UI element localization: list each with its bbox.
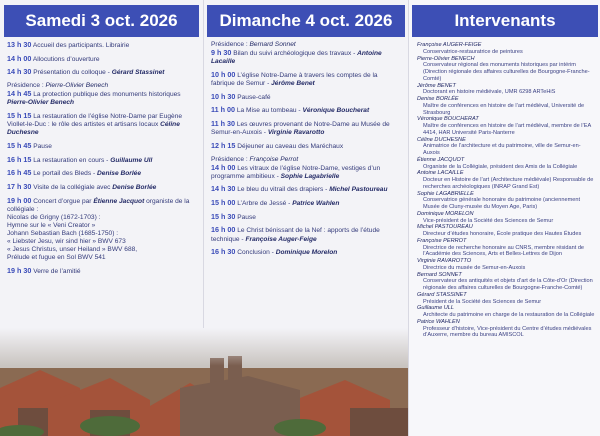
- speaker-entry: [417, 238, 595, 258]
- program-line: Prélude et fugue en Sol BWV 541: [7, 254, 106, 262]
- event-title: Les œuvres provenant de Notre-Dame au Musée de Semur-en-Auxois -: [211, 121, 390, 137]
- schedule-line: [211, 164, 403, 181]
- speaker-role: Conservateur des antiquités et objets d’art de la Côte-d’Or (Direction régionale des affaires culturelles de Bourgogne-Franche-Comté): [423, 278, 593, 291]
- event-time: 15 h 15: [7, 110, 32, 120]
- event-time: 19 h 00: [7, 195, 32, 205]
- event-time: 17 h 30: [7, 181, 32, 191]
- event-speaker: Denise Borlée: [97, 170, 141, 178]
- schedule-line: [7, 41, 198, 50]
- speaker-role: Directeur d’études honoraire, École pratique des Hautes Études: [423, 231, 582, 237]
- speaker-name: Françoise PERROT: [417, 237, 467, 244]
- speaker-name: Michel PASTOUREAU: [417, 224, 473, 231]
- event-time: 9 h 30: [211, 48, 232, 58]
- session-chair: [7, 82, 198, 90]
- event-speaker: Denise Borlée: [112, 183, 157, 191]
- schedule-item: [211, 142, 403, 151]
- schedule-item: [211, 156, 403, 181]
- chair-name: Bernard Sonnet: [249, 41, 296, 48]
- speaker-entry: [417, 224, 595, 238]
- event-title: Pause: [33, 142, 52, 150]
- event-time: 14 h 30: [7, 67, 32, 77]
- event-title: Accueil des participants. Librairie: [32, 42, 130, 49]
- event-time: 10 h 30: [211, 91, 236, 101]
- chair-label: Présidence :: [7, 82, 44, 90]
- schedule-item: [211, 199, 403, 208]
- schedule-item: [211, 248, 403, 257]
- event-time: 16 h 45: [7, 168, 32, 178]
- speaker-role: Docteur en Histoire de l’art (Architecture médiévale) Responsable de recherches archéologiques (INRAP Grand Est): [423, 177, 594, 190]
- speaker-role: Animatrice de l’architecture et du patrimoine, ville de Semur-en-Auxois: [423, 143, 581, 156]
- schedule-item: [211, 213, 403, 222]
- schedule-line: [211, 199, 403, 208]
- event-title: L’église Notre-Dame à travers les comptes de la fabrique de Semur -: [211, 71, 378, 87]
- schedule-item: [211, 226, 403, 243]
- event-time: 10 h 00: [211, 69, 236, 79]
- event-title: Allocutions d’ouverture: [32, 55, 100, 63]
- schedule-item: [211, 120, 403, 137]
- schedule-line: [7, 112, 198, 137]
- schedule-item: [211, 93, 403, 102]
- program-line: « Liebster Jesu, wir sind hier » BWV 673: [7, 238, 126, 246]
- speaker-role: Conservatrice-restauratrice de peintures: [423, 48, 523, 55]
- speaker-role: Vice-président de la Société des Sciences de Semur: [423, 217, 554, 224]
- speaker-entry: [417, 258, 595, 272]
- event-time: 15 h 00: [211, 198, 236, 208]
- speaker-entry: [417, 157, 595, 171]
- schedule-line: [7, 169, 198, 178]
- event-speaker: Céline Duchesne: [7, 121, 180, 137]
- speaker-entry: [417, 96, 595, 116]
- schedule-item: [211, 41, 403, 66]
- program-line: Hymne sur le « Veni Creator »: [7, 221, 96, 229]
- speaker-entry: [417, 42, 595, 56]
- speaker-entry: [417, 83, 595, 97]
- event-time: 19 h 30: [7, 265, 32, 275]
- speaker-entry: [417, 272, 595, 292]
- schedule-line: [7, 68, 198, 77]
- speaker-name: Jérôme BENET: [417, 82, 456, 89]
- event-time: 13 h 30: [7, 40, 32, 49]
- speaker-name: Denise BORLÉE: [417, 96, 459, 102]
- speaker-entry: [417, 137, 595, 157]
- event-title: La restauration en cours -: [33, 156, 109, 164]
- event-title: La protection publique des monuments historiques: [33, 91, 181, 99]
- speaker-name: Véronique BOUCHERAT: [417, 116, 479, 123]
- event-speaker: Virginie Ravarotto: [267, 129, 325, 137]
- sunday-schedule: [211, 41, 403, 262]
- schedule-item: [7, 41, 198, 50]
- speaker-entry: [417, 170, 595, 190]
- speaker-entry: [417, 116, 595, 136]
- event-note: organiste de la collégiale :: [7, 197, 190, 213]
- session-chair: [211, 41, 403, 49]
- speaker-role: Président de la Société des Sciences de Semur: [423, 298, 542, 305]
- speaker-role: Directrice de recherche honoraire au CNRS, membre résidant de l’Académie des Sciences, Arts et Belles-Lettres de Dijon: [423, 244, 585, 258]
- speakers-column: [408, 0, 600, 436]
- chair-label: Présidence :: [211, 41, 248, 48]
- schedule-item: [7, 112, 198, 137]
- speaker-entry: [417, 292, 595, 306]
- schedule-item: [211, 106, 403, 115]
- schedule-line: [211, 120, 403, 137]
- speaker-entry: [417, 319, 595, 339]
- event-title: Conclusion -: [237, 249, 274, 257]
- event-title: Les vitraux de l’église Notre-Dame, vestiges d’un programme ambitieux -: [211, 164, 381, 180]
- event-speaker: Dominique Morelon: [275, 249, 338, 257]
- schedule-line: [211, 213, 403, 222]
- event-speaker: Françoise Auger-Feige: [245, 235, 317, 243]
- speaker-name: Virginie RAVAROTTO: [417, 258, 472, 264]
- event-time: 14 h 00: [7, 53, 32, 63]
- speaker-name: Bernard SONNET: [417, 271, 462, 278]
- event-time: 11 h 30: [211, 119, 235, 129]
- schedule-line: [211, 185, 403, 194]
- schedule-item: [7, 68, 198, 77]
- event-title: La restauration de l’église Notre-Dame par Eugène Viollet-le-Duc : le rôle des artistes et artisans locaux: [7, 112, 183, 129]
- speaker-name: Étienne JACQUOT: [417, 156, 465, 163]
- saturday-schedule: [7, 41, 198, 281]
- event-speaker: Étienne Jacquot: [93, 197, 145, 205]
- event-title: La Mise au tombeau -: [236, 107, 301, 115]
- speaker-role: Maître de conférences en histoire de l’art médiéval, membre de l’EA 4414, HAR Université Paris-Nanterre: [423, 123, 591, 136]
- schedule-line: [7, 55, 198, 64]
- chair-name: Pierre-Olivier Benech: [45, 82, 109, 90]
- speaker-name: Guillaume ULL: [417, 305, 454, 312]
- schedule-item: [7, 169, 198, 178]
- event-title: Concert d’orgue par: [33, 197, 92, 205]
- event-title: Le Christ bénissant de la Nef : apports de l’étude technique -: [211, 227, 380, 243]
- schedule-line: [211, 106, 403, 115]
- speaker-entry: [417, 211, 595, 225]
- speaker-role: Organiste de la Collégiale, président des Amis de la Collégiale: [423, 163, 578, 170]
- event-time: 16 h 00: [211, 225, 236, 235]
- event-speaker: Gérard Stassinet: [111, 69, 165, 77]
- speaker-role: Conservatrice générale honoraire du patrimoine (anciennement Musée de Cluny-musée du Moyen Age, Paris): [423, 197, 581, 210]
- schedule-line: [211, 71, 403, 88]
- schedule-item: [211, 185, 403, 194]
- event-time: 15 h 30: [211, 211, 236, 221]
- event-time: 16 h 30: [211, 247, 236, 257]
- event-title: Déjeuner au caveau des Maréchaux: [237, 142, 344, 150]
- schedule-line: [211, 226, 403, 243]
- schedule-line: [7, 197, 198, 214]
- event-time: 14 h 45: [7, 89, 32, 99]
- chair-label: Présidence :: [211, 155, 248, 163]
- speakers-list: [417, 42, 595, 339]
- event-title: Le bleu du vitrail des drapiers -: [237, 186, 328, 194]
- schedule-line: [7, 183, 198, 192]
- schedule-line: [211, 142, 403, 151]
- event-speaker: Patrice Wahlen: [292, 200, 340, 208]
- program-line: Nicolas de Grigny (1672-1703) :: [7, 213, 101, 221]
- program-line: « Jesus Christus, unser Heiland » BWV 688,: [7, 246, 138, 254]
- speaker-name: Antoine LACAILLE: [417, 170, 464, 177]
- speaker-name: Dominique MORELON: [417, 210, 474, 217]
- event-speaker: Pierre-Olivier Benech: [7, 99, 75, 107]
- schedule-line: [7, 90, 198, 107]
- schedule-line: [7, 267, 198, 276]
- schedule-item: [7, 267, 198, 276]
- event-time: 14 h 30: [211, 184, 236, 194]
- schedule-line: [7, 156, 198, 165]
- event-title: Verre de l’amitié: [33, 267, 81, 275]
- event-speaker: Jérôme Benet: [271, 79, 315, 87]
- schedule-item: [7, 55, 198, 64]
- schedule-line: [7, 142, 198, 151]
- event-title: L’Arbre de Jessé -: [237, 200, 291, 208]
- event-time: 11 h 00: [211, 105, 235, 115]
- event-title: Bilan du suivi archéologique des travaux -: [233, 50, 356, 58]
- speaker-name: Gérard STASSINET: [417, 291, 467, 298]
- speaker-name: Patrice WAHLEN: [417, 318, 460, 325]
- event-speaker: Véronique Boucherat: [302, 107, 370, 115]
- speaker-entry: [417, 305, 595, 319]
- event-speaker: Antoine Lacaille: [211, 50, 382, 66]
- speaker-entry: [417, 191, 595, 211]
- event-time: 14 h 00: [211, 162, 236, 172]
- speaker-role: Doctorant en histoire médiévale, UMR 6298 ARTeHiS: [423, 89, 556, 96]
- schedule-item: [7, 156, 198, 165]
- event-title: Pause: [237, 213, 256, 221]
- event-title: Pause-café: [237, 93, 271, 101]
- schedule-line: [211, 93, 403, 102]
- schedule-item: [7, 197, 198, 263]
- speaker-role: Directrice du musée de Semur-en-Auxois: [423, 264, 526, 271]
- event-title: Le portail des Bleds -: [33, 170, 96, 178]
- schedule-line: [211, 248, 403, 257]
- saturday-header: Samedi 3 oct. 2026: [4, 5, 199, 37]
- schedule-line: [211, 49, 403, 66]
- event-speaker: Michel Pastoureau: [329, 186, 388, 194]
- session-chair: [211, 156, 403, 164]
- event-speaker: Sophie Lagabrielle: [280, 172, 340, 180]
- speaker-name: Françoise AUGER-FEIGE: [417, 42, 482, 48]
- speaker-entry: [417, 56, 595, 83]
- speaker-role: Maître de conférences en histoire de l’art médiéval, Université de Strasbourg: [423, 102, 585, 116]
- event-time: 16 h 15: [7, 154, 32, 164]
- speaker-role: Architecte du patrimoine en charge de la restauration de la Collégiale: [423, 312, 595, 318]
- town-aerial-photo: [0, 328, 408, 436]
- event-speaker: Guillaume Ull: [110, 156, 153, 164]
- sunday-header: Dimanche 4 oct. 2026: [207, 5, 405, 37]
- speaker-role: Conservateur régional des monuments historiques par intérim (Direction régionale des affaires culturelles de Bourgogne-Franche-Comté): [423, 62, 590, 82]
- speaker-name: Pierre-Olivier BENECH: [417, 55, 475, 62]
- program-line: Johann Sebastian Bach (1685-1750) :: [7, 229, 119, 237]
- speaker-name: Céline DUCHESNE: [417, 136, 466, 143]
- chair-name: Françoise Perrot: [249, 155, 299, 163]
- speaker-name: Sophie LAGABRIELLE: [417, 190, 474, 197]
- speakers-header: Intervenants: [412, 5, 598, 37]
- event-time: 12 h 15: [211, 140, 236, 150]
- schedule-item: [7, 82, 198, 107]
- speaker-role: Professeur d’histoire, Vice-président du Centre d’études médiévales d’Auxerre, membre du bureau AMISCOL: [423, 325, 592, 339]
- schedule-item: [211, 71, 403, 88]
- event-title: Présentation du colloque -: [33, 69, 110, 77]
- event-title: Visite de la collégiale avec: [33, 183, 111, 191]
- schedule-item: [7, 183, 198, 192]
- schedule-item: [7, 142, 198, 151]
- event-time: 15 h 45: [7, 140, 32, 150]
